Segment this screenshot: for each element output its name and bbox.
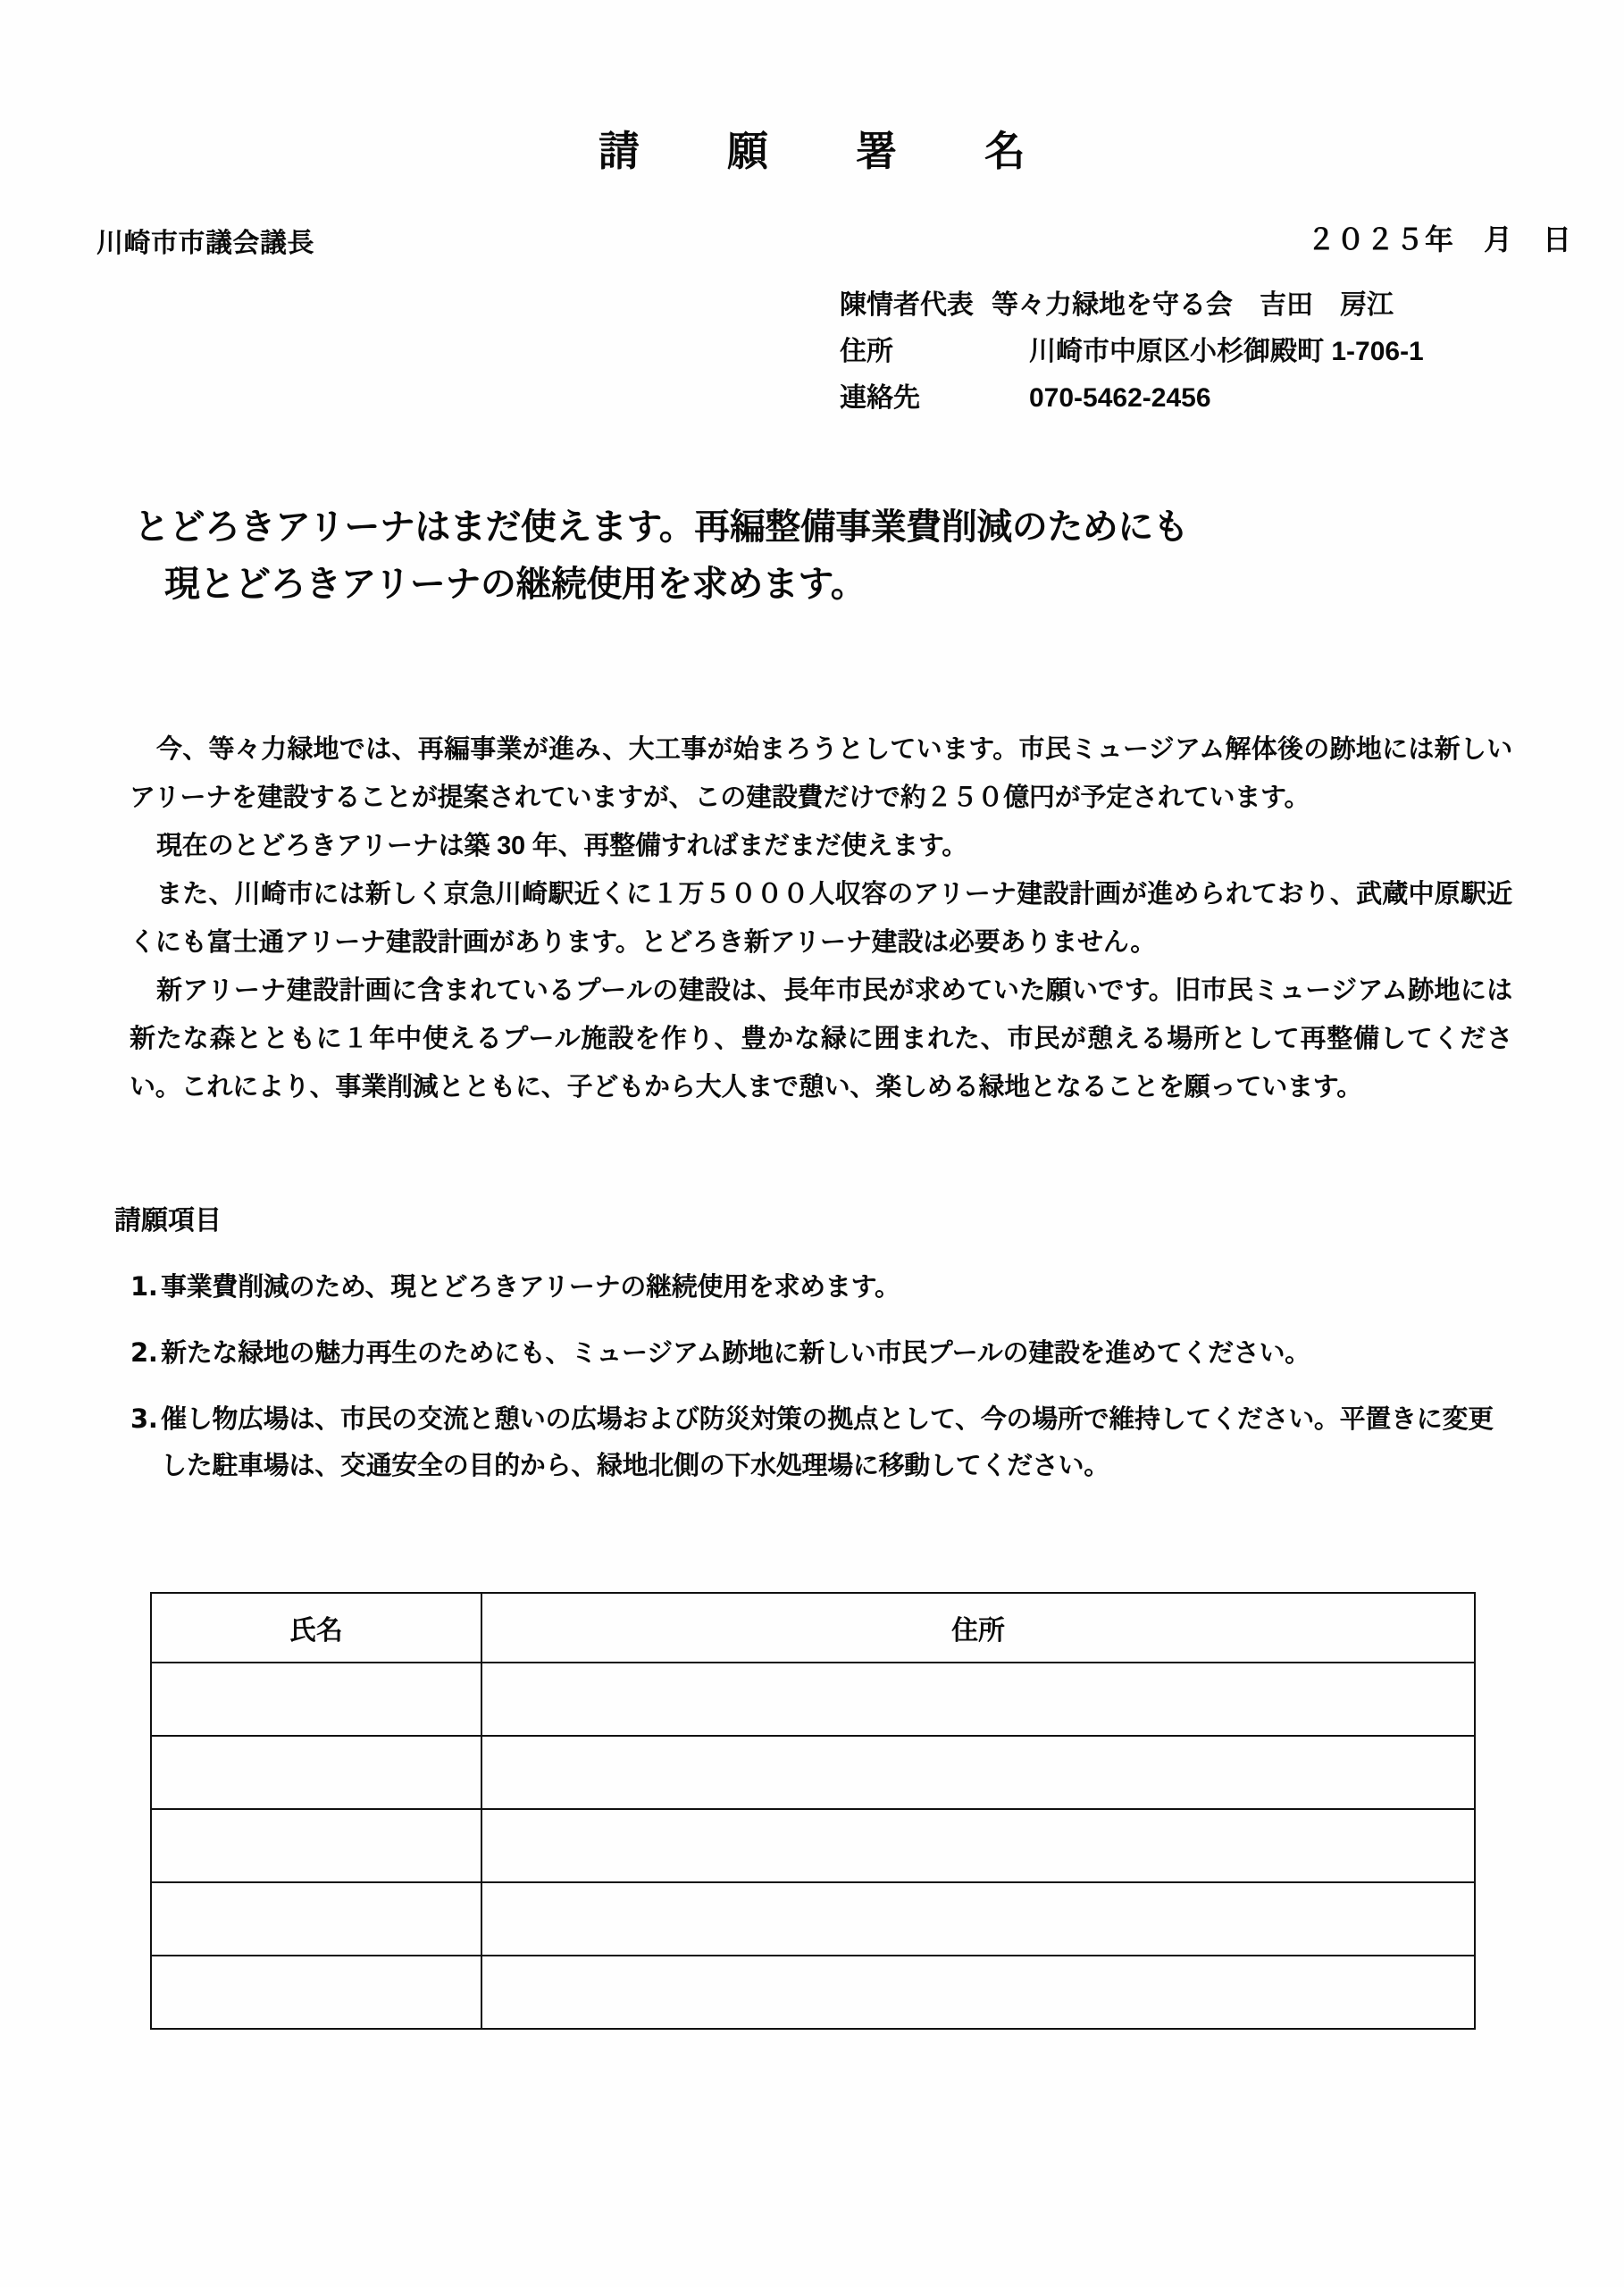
- representative-value: 等々力緑地を守る会 吉田 房江: [992, 290, 1394, 320]
- document-title: 請 願 署 名: [599, 128, 1049, 174]
- petition-item-text: 催し物広場は、市民の交流と憩いの広場および防災対策の拠点として、今の場所で維持してください。平置きに変更した駐車場は、交通安全の目的から、緑地北側の下水処理場に移動してください。: [161, 1403, 1494, 1480]
- headline-line-2: 現とどろきアリーナの継続使用を求めます。: [164, 564, 866, 605]
- signature-address-cell[interactable]: [481, 1663, 1475, 1736]
- petition-headline: [134, 498, 1528, 613]
- signature-name-cell[interactable]: [151, 1809, 481, 1882]
- phone-row: [840, 385, 1424, 412]
- signature-name-cell[interactable]: [151, 1663, 481, 1736]
- table-row: [151, 1956, 1475, 2029]
- signature-name-cell[interactable]: [151, 1882, 481, 1956]
- petition-body: [130, 725, 1512, 1111]
- column-header-name: 氏名: [151, 1593, 481, 1663]
- address-label: 住所: [840, 337, 893, 366]
- signature-table-header-row: [151, 1593, 1475, 1663]
- address-value: 川崎市中原区小杉御殿町 1-706-1: [1029, 337, 1424, 366]
- petition-item: [114, 1329, 1517, 1376]
- petition-items-heading: 請願項目: [114, 1205, 222, 1236]
- signature-address-cell[interactable]: [481, 1809, 1475, 1882]
- table-row: [151, 1809, 1475, 1882]
- signature-address-cell[interactable]: [481, 1882, 1475, 1956]
- body-paragraph-4: 新アリーナ建設計画に含まれているプールの建設は、長年市民が求めていた願いです。旧市民ミュージアム跡地には新たな森とともに１年中使えるプール施設を作り、豊かな緑に囲まれた、市民が憩える場所として再整備してください。これにより、事業削減とともに、子どもから大人まで憩い、楽しめる緑地となることを願っています。: [130, 976, 1512, 1102]
- petition-item: [114, 1395, 1517, 1488]
- body-paragraph-2: 現在のとどろきアリーナは築 30 年、再整備すればまだまだ使えます。: [156, 832, 968, 860]
- addressee-line: 川崎市市議会議長: [96, 229, 314, 258]
- signature-name-cell[interactable]: [151, 1956, 481, 2029]
- signature-address-cell[interactable]: [481, 1736, 1475, 1809]
- table-row: [151, 1882, 1475, 1956]
- signature-table: [150, 1592, 1476, 2030]
- table-row: [151, 1663, 1475, 1736]
- table-row: [151, 1736, 1475, 1809]
- address-row: [840, 339, 1424, 365]
- body-paragraph-3: また、川崎市には新しく京急川崎駅近くに１万５０００人収容のアリーナ建設計画が進められており、武蔵中原駅近くにも富士通アリーナ建設計画があります。とどろき新アリーナ建設は必要ありません。: [130, 880, 1512, 957]
- signature-address-cell[interactable]: [481, 1956, 1475, 2029]
- petition-item-text: 事業費削減のため、現とどろきアリーナの継続使用を求めます。: [161, 1271, 900, 1302]
- column-header-address: 住所: [481, 1593, 1475, 1663]
- representative-label: 陳情者代表: [840, 290, 974, 320]
- body-paragraph-1: 今、等々力緑地では、再編事業が進み、大工事が始まろうとしています。市民ミュージアム解体後の跡地には新しいアリーナを建設することが提案されていますが、この建設費だけで約２５０億円が予定されています。: [130, 735, 1512, 812]
- petition-item-number: 2.: [130, 1337, 158, 1368]
- date-line: ２０２５年 月 日: [1306, 223, 1572, 256]
- representative-row: [840, 292, 1424, 319]
- petition-item-number: 3.: [130, 1403, 158, 1434]
- petition-item: [114, 1263, 1517, 1310]
- phone-label: 連絡先: [840, 383, 920, 413]
- petitioner-contact-block: [840, 292, 1424, 431]
- phone-value: 070-5462-2456: [1029, 383, 1211, 413]
- headline-line-1: とどろきアリーナはまだ使えます。再編整備事業費削減のためにも: [134, 507, 1189, 548]
- petition-items-section: [114, 1205, 1517, 1508]
- petition-item-number: 1.: [130, 1271, 158, 1302]
- petition-item-text: 新たな緑地の魅力再生のためにも、ミュージアム跡地に新しい市民プールの建設を進めてください。: [161, 1337, 1310, 1368]
- signature-name-cell[interactable]: [151, 1736, 481, 1809]
